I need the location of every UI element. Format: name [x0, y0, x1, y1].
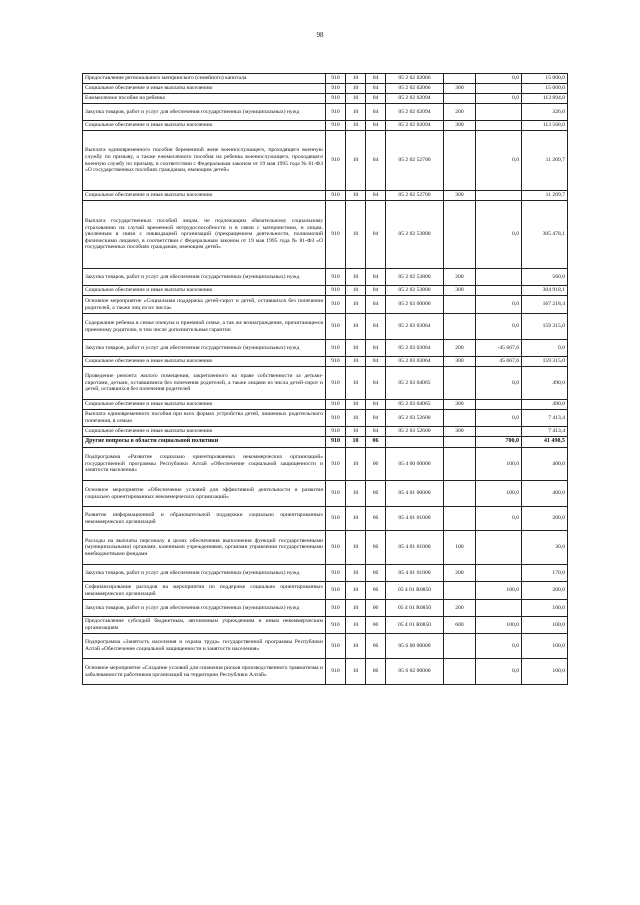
table-row: [83, 340, 568, 357]
row-total-cell: 11 209,7: [522, 191, 568, 201]
row-pr-cell: 04: [366, 121, 386, 131]
row-pr-cell: 06: [366, 437, 386, 448]
row-gr-cell: 910: [326, 191, 346, 201]
row-csr-cell: 05 4 01 R0850: [386, 582, 444, 600]
table-row: [83, 121, 568, 131]
row-vr-cell: [444, 296, 476, 314]
row-vr-cell: 200: [444, 600, 476, 617]
row-pr-cell: 04: [366, 94, 386, 104]
row-csr-cell: 05 4 01 01000: [386, 531, 444, 565]
row-pr-cell: 04: [366, 269, 386, 286]
table-row: [83, 357, 568, 367]
row-csr-cell: 05 2 02 52700: [386, 191, 444, 201]
row-pr-cell: 04: [366, 296, 386, 314]
row-name-cell: Закупка товаров, работ и услуг для обеспечения государственных (муниципальных) нужд: [83, 340, 326, 357]
row-csr-cell: 05 4 01 01000: [386, 507, 444, 531]
row-pr-cell: 04: [366, 201, 386, 269]
row-name-cell: Социальное обеспечение и иные выплаты населению: [83, 286, 326, 296]
row-vr-cell: [444, 582, 476, 600]
row-vr-cell: [444, 448, 476, 481]
row-csr-cell: 05 2 03 03064: [386, 314, 444, 340]
row-name-cell: Проведение ремонта жилого помещения, закрепленного на праве собственности за детьми-сиротами, детьми, оставшимися без попечения родителей, а также лицами из числа детей-сирот и детей, оставшихся без попечения родителей: [83, 367, 326, 400]
row-total-cell: 159 315,0: [522, 314, 568, 340]
row-vr-cell: [444, 94, 476, 104]
row-name-cell: Основное мероприятие «Социальная поддержка детей-сирот и детей, оставшихся без попечения родителей, а также лиц из их числа»: [83, 296, 326, 314]
table-row: [83, 296, 568, 314]
row-vr-cell: [444, 410, 476, 427]
row-rz-cell: 10: [346, 400, 366, 410]
row-change-cell: [476, 400, 522, 410]
row-vr-cell: 200: [444, 340, 476, 357]
row-csr-cell: 05 2 02 53800: [386, 269, 444, 286]
row-vr-cell: [444, 659, 476, 685]
row-vr-cell: 200: [444, 565, 476, 582]
row-change-cell: [476, 565, 522, 582]
row-change-cell: 0,0: [476, 410, 522, 427]
row-vr-cell: 600: [444, 617, 476, 634]
row-name-cell: Закупка товаров, работ и услуг для обеспечения государственных (муниципальных) нужд: [83, 600, 326, 617]
table-row: [83, 131, 568, 191]
row-csr-cell: 05 2 02 53800: [386, 201, 444, 269]
row-rz-cell: 10: [346, 531, 366, 565]
row-rz-cell: 10: [346, 617, 366, 634]
row-csr-cell: [386, 437, 444, 448]
row-gr-cell: 910: [326, 357, 346, 367]
row-rz-cell: 10: [346, 507, 366, 531]
row-total-cell: 167 218,4: [522, 296, 568, 314]
table-row: [83, 367, 568, 400]
budget-table: [82, 73, 568, 685]
row-total-cell: 15 000,0: [522, 84, 568, 94]
row-name-cell: Выплата единовременного пособия при всех формах устройства детей, лишенных родительского попечения, в семью: [83, 410, 326, 427]
row-pr-cell: 04: [366, 357, 386, 367]
row-pr-cell: 06: [366, 582, 386, 600]
row-pr-cell: 06: [366, 507, 386, 531]
row-name-cell: Подпрограмма «Развитие социально ориентированных некоммерческих организаций» государственной программы Республики Алтай «Обеспечение социальной защищенности и занятости населения»: [83, 448, 326, 481]
table-row: [83, 269, 568, 286]
table-row: [83, 582, 568, 600]
row-gr-cell: 910: [326, 427, 346, 437]
row-rz-cell: 10: [346, 565, 366, 582]
row-vr-cell: [444, 634, 476, 659]
row-gr-cell: 910: [326, 531, 346, 565]
row-csr-cell: 05 2 02 02094: [386, 121, 444, 131]
row-total-cell: 305 478,1: [522, 201, 568, 269]
row-gr-cell: 910: [326, 84, 346, 94]
row-change-cell: 0,0: [476, 314, 522, 340]
row-name-cell: Содержание ребенка в семье опекуна и приемной семье, а так же вознаграждение, причитающееся приемному родителю, в том числе дополнительные гарантии: [83, 314, 326, 340]
table-row: [83, 600, 568, 617]
row-gr-cell: 910: [326, 94, 346, 104]
table-row: [83, 617, 568, 634]
row-rz-cell: 10: [346, 600, 366, 617]
row-csr-cell: 05 4 00 00000: [386, 448, 444, 481]
row-rz-cell: 10: [346, 201, 366, 269]
row-csr-cell: 05 2 02 02066: [386, 74, 444, 84]
row-gr-cell: 910: [326, 400, 346, 410]
row-rz-cell: 10: [346, 286, 366, 296]
row-pr-cell: 04: [366, 400, 386, 410]
row-gr-cell: 910: [326, 582, 346, 600]
row-rz-cell: 10: [346, 582, 366, 600]
row-pr-cell: 04: [366, 191, 386, 201]
row-pr-cell: 04: [366, 427, 386, 437]
row-name-cell: Выплата государственных пособий лицам, не подлежащим обязательному социальному страхованию на случай временной нетрудоспособности и в связи с материнством, и лицам, уволенным в связи с ликвидацией организаций (прекращением деятельности, полномочий физическими лицами), в соответствии с Федеральным законом от 19 мая 1995 года № 81-ФЗ «О государственных пособиях гражданам, имеющим детей»: [83, 201, 326, 269]
row-name-cell: Ежемесячное пособие на ребенка: [83, 94, 326, 104]
budget-table-body: [83, 74, 568, 685]
row-name-cell: Закупка товаров, работ и услуг для обеспечения государственных (муниципальных) нужд: [83, 565, 326, 582]
row-total-cell: 100,0: [522, 617, 568, 634]
row-name-cell: Социальное обеспечение и иные выплаты населению: [83, 121, 326, 131]
row-change-cell: [476, 286, 522, 296]
row-gr-cell: 910: [326, 121, 346, 131]
row-rz-cell: 10: [346, 314, 366, 340]
row-pr-cell: 06: [366, 448, 386, 481]
row-total-cell: 30,0: [522, 531, 568, 565]
row-rz-cell: 10: [346, 437, 366, 448]
row-vr-cell: [444, 74, 476, 84]
row-total-cell: 490,0: [522, 367, 568, 400]
row-name-cell: Софинансирование расходов на мероприятия по поддержке социально ориентированных некоммерческих организаций: [83, 582, 326, 600]
row-rz-cell: 10: [346, 84, 366, 94]
row-vr-cell: 300: [444, 286, 476, 296]
row-change-cell: [476, 531, 522, 565]
row-pr-cell: 04: [366, 131, 386, 191]
row-vr-cell: 300: [444, 191, 476, 201]
row-vr-cell: [444, 131, 476, 191]
row-gr-cell: 910: [326, 481, 346, 507]
row-rz-cell: 10: [346, 94, 366, 104]
row-total-cell: 100,0: [522, 600, 568, 617]
row-change-cell: 0,0: [476, 659, 522, 685]
row-name-cell: Основное мероприятие «Обеспечение условий для эффективной деятельности и развития социально ориентированных некоммерческих организаций»: [83, 481, 326, 507]
row-change-cell: 0,0: [476, 634, 522, 659]
row-name-cell: Расходы на выплаты персоналу в целях обеспечения выполнения функций государственными (муниципальными) органами, казенными учреждениями, органами управления государственными внебюджетными фондами: [83, 531, 326, 565]
table-row: [83, 94, 568, 104]
row-pr-cell: 04: [366, 74, 386, 84]
row-csr-cell: 05 4 01 01000: [386, 565, 444, 582]
row-total-cell: 159 315,0: [522, 357, 568, 367]
row-gr-cell: 910: [326, 286, 346, 296]
row-gr-cell: 910: [326, 74, 346, 84]
row-csr-cell: 05 2 03 04065: [386, 367, 444, 400]
row-vr-cell: 100: [444, 531, 476, 565]
row-rz-cell: 10: [346, 427, 366, 437]
row-gr-cell: 910: [326, 437, 346, 448]
row-change-cell: 100,0: [476, 582, 522, 600]
row-change-cell: [476, 104, 522, 121]
table-row: [83, 314, 568, 340]
row-total-cell: 15 000,0: [522, 74, 568, 84]
row-total-cell: 100,0: [522, 659, 568, 685]
row-total-cell: 200,0: [522, 582, 568, 600]
row-gr-cell: 910: [326, 565, 346, 582]
row-rz-cell: 10: [346, 357, 366, 367]
row-change-cell: 0,0: [476, 131, 522, 191]
row-name-cell: Закупка товаров, работ и услуг для обеспечения государственных (муниципальных) нужд: [83, 269, 326, 286]
table-row: [83, 565, 568, 582]
row-change-cell: 0,0: [476, 74, 522, 84]
row-gr-cell: 910: [326, 600, 346, 617]
row-change-cell: 100,0: [476, 448, 522, 481]
row-csr-cell: 05 4 01 R0850: [386, 617, 444, 634]
row-rz-cell: 10: [346, 131, 366, 191]
row-name-cell: Социальное обеспечение и иные выплаты населению: [83, 357, 326, 367]
row-total-cell: 200,0: [522, 507, 568, 531]
row-name-cell: Подпрограмма «Занятость населения и охрана труда» государственной программы Республики Алтай «Обеспечение социальной защищенности и занятости населения»: [83, 634, 326, 659]
row-vr-cell: 300: [444, 121, 476, 131]
row-csr-cell: 05 2 03 04065: [386, 400, 444, 410]
row-change-cell: [476, 427, 522, 437]
row-csr-cell: 05 2 02 02066: [386, 84, 444, 94]
row-change-cell: 0,0: [476, 201, 522, 269]
row-name-cell: Предоставление регионального материнского (семейного) капитала: [83, 74, 326, 84]
row-rz-cell: 10: [346, 269, 366, 286]
row-total-cell: 560,0: [522, 269, 568, 286]
row-name-cell: Социальное обеспечение и иные выплаты населению: [83, 427, 326, 437]
row-gr-cell: 910: [326, 104, 346, 121]
table-row: [83, 659, 568, 685]
row-rz-cell: 10: [346, 448, 366, 481]
row-name-cell: Основное мероприятие «Создание условий для снижения рисков производственного травматизма и заболеваемости работников организаций на территории Республики Алтай»: [83, 659, 326, 685]
table-row: [83, 507, 568, 531]
row-pr-cell: 06: [366, 617, 386, 634]
row-total-cell: 7 413,4: [522, 410, 568, 427]
row-pr-cell: 04: [366, 286, 386, 296]
row-pr-cell: 06: [366, 600, 386, 617]
row-change-cell: [476, 191, 522, 201]
row-change-cell: 100,0: [476, 617, 522, 634]
row-change-cell: [476, 84, 522, 94]
row-change-cell: [476, 600, 522, 617]
table-row: [83, 531, 568, 565]
row-pr-cell: 04: [366, 340, 386, 357]
row-vr-cell: 300: [444, 400, 476, 410]
row-vr-cell: [444, 437, 476, 448]
row-total-cell: 400,0: [522, 448, 568, 481]
row-total-cell: 7 413,4: [522, 427, 568, 437]
table-row: [83, 634, 568, 659]
table-row: [83, 286, 568, 296]
row-gr-cell: 910: [326, 131, 346, 191]
table-row: [83, 427, 568, 437]
row-change-cell: 0,0: [476, 507, 522, 531]
table-row: [83, 74, 568, 84]
row-csr-cell: 05 2 02 02094: [386, 94, 444, 104]
row-total-cell: 41 498,5: [522, 437, 568, 448]
row-total-cell: 11 209,7: [522, 131, 568, 191]
row-gr-cell: 910: [326, 634, 346, 659]
row-vr-cell: 300: [444, 357, 476, 367]
row-gr-cell: 910: [326, 507, 346, 531]
row-pr-cell: 04: [366, 84, 386, 94]
row-change-cell: 0,0: [476, 367, 522, 400]
row-total-cell: 100,0: [522, 634, 568, 659]
row-total-cell: 0,0: [522, 340, 568, 357]
row-total-cell: 490,0: [522, 400, 568, 410]
row-change-cell: 700,0: [476, 437, 522, 448]
row-rz-cell: 10: [346, 481, 366, 507]
row-csr-cell: 05 2 02 53800: [386, 286, 444, 296]
row-name-cell: Предоставление субсидий бюджетным, автономным учреждениям и иным некоммерческим организациям: [83, 617, 326, 634]
row-pr-cell: 04: [366, 410, 386, 427]
row-total-cell: 326,0: [522, 104, 568, 121]
row-gr-cell: 910: [326, 659, 346, 685]
row-total-cell: 400,0: [522, 481, 568, 507]
row-csr-cell: 05 6 02 00000: [386, 659, 444, 685]
row-csr-cell: 05 4 01 00000: [386, 481, 444, 507]
row-gr-cell: 910: [326, 201, 346, 269]
row-change-cell: [476, 121, 522, 131]
row-vr-cell: [444, 367, 476, 400]
row-total-cell: 304 918,1: [522, 286, 568, 296]
table-row: [83, 84, 568, 94]
row-csr-cell: 05 2 02 52700: [386, 131, 444, 191]
row-pr-cell: 06: [366, 659, 386, 685]
row-vr-cell: 200: [444, 269, 476, 286]
row-vr-cell: 300: [444, 84, 476, 94]
row-rz-cell: 10: [346, 104, 366, 121]
row-change-cell: 0,0: [476, 94, 522, 104]
row-csr-cell: 05 2 03 03064: [386, 340, 444, 357]
page-number: 98: [316, 31, 324, 39]
row-name-cell: Социальное обеспечение и иные выплаты населению: [83, 84, 326, 94]
row-gr-cell: 910: [326, 617, 346, 634]
row-rz-cell: 10: [346, 659, 366, 685]
row-pr-cell: 06: [366, 531, 386, 565]
row-pr-cell: 06: [366, 565, 386, 582]
row-name-cell: Развитие информационной и образовательной поддержки социально ориентированных некоммерческих организаций: [83, 507, 326, 531]
row-pr-cell: 06: [366, 634, 386, 659]
table-row: [83, 448, 568, 481]
row-vr-cell: 200: [444, 104, 476, 121]
row-pr-cell: 04: [366, 314, 386, 340]
row-gr-cell: 910: [326, 296, 346, 314]
row-csr-cell: 05 2 02 02094: [386, 104, 444, 121]
row-csr-cell: 05 2 03 52600: [386, 410, 444, 427]
table-row: [83, 191, 568, 201]
row-name-cell: Социальное обеспечение и иные выплаты населению: [83, 400, 326, 410]
table-row: [83, 410, 568, 427]
row-change-cell: 100,0: [476, 481, 522, 507]
row-rz-cell: 10: [346, 634, 366, 659]
row-pr-cell: 06: [366, 481, 386, 507]
row-rz-cell: 10: [346, 296, 366, 314]
row-gr-cell: 910: [326, 269, 346, 286]
row-csr-cell: 05 2 03 03064: [386, 357, 444, 367]
table-row: [83, 437, 568, 448]
row-csr-cell: 05 2 03 00000: [386, 296, 444, 314]
row-total-cell: 170,0: [522, 565, 568, 582]
row-change-cell: [476, 269, 522, 286]
table-row: [83, 481, 568, 507]
row-rz-cell: 10: [346, 191, 366, 201]
row-gr-cell: 910: [326, 367, 346, 400]
row-gr-cell: 910: [326, 410, 346, 427]
row-gr-cell: 910: [326, 340, 346, 357]
table-row: [83, 400, 568, 410]
table-row: [83, 104, 568, 121]
row-pr-cell: 04: [366, 367, 386, 400]
row-vr-cell: [444, 201, 476, 269]
row-name-cell: Другие вопросы в области социальной политики: [83, 437, 326, 448]
row-csr-cell: 05 6 00 00000: [386, 634, 444, 659]
row-gr-cell: 910: [326, 314, 346, 340]
row-name-cell: Социальное обеспечение и иные выплаты населению: [83, 191, 326, 201]
row-name-cell: Закупка товаров, работ и услуг для обеспечения государственных (муниципальных) нужд: [83, 104, 326, 121]
row-name-cell: Выплата единовременного пособия беременной жене военнослужащего, проходящего военную службу по призыву, а также ежемесячного пособия на ребенка военнослужащего, проходящего военную службу по призыву, в соответствии с Федеральным законом от 19 мая 1995 года № 81-ФЗ «О государственных пособиях гражданам, имеющим детей»: [83, 131, 326, 191]
row-change-cell: 45 667,6: [476, 357, 522, 367]
row-rz-cell: 10: [346, 121, 366, 131]
row-vr-cell: [444, 481, 476, 507]
row-csr-cell: 05 4 01 R0850: [386, 600, 444, 617]
table-row: [83, 201, 568, 269]
row-rz-cell: 10: [346, 74, 366, 84]
row-vr-cell: [444, 507, 476, 531]
row-change-cell: 0,0: [476, 296, 522, 314]
row-total-cell: 113 894,0: [522, 94, 568, 104]
row-vr-cell: 300: [444, 427, 476, 437]
row-total-cell: 113 568,0: [522, 121, 568, 131]
row-csr-cell: 05 2 03 52600: [386, 427, 444, 437]
row-change-cell: -45 667,6: [476, 340, 522, 357]
row-vr-cell: [444, 314, 476, 340]
row-rz-cell: 10: [346, 367, 366, 400]
row-rz-cell: 10: [346, 410, 366, 427]
row-gr-cell: 910: [326, 448, 346, 481]
row-rz-cell: 10: [346, 340, 366, 357]
row-pr-cell: 04: [366, 104, 386, 121]
